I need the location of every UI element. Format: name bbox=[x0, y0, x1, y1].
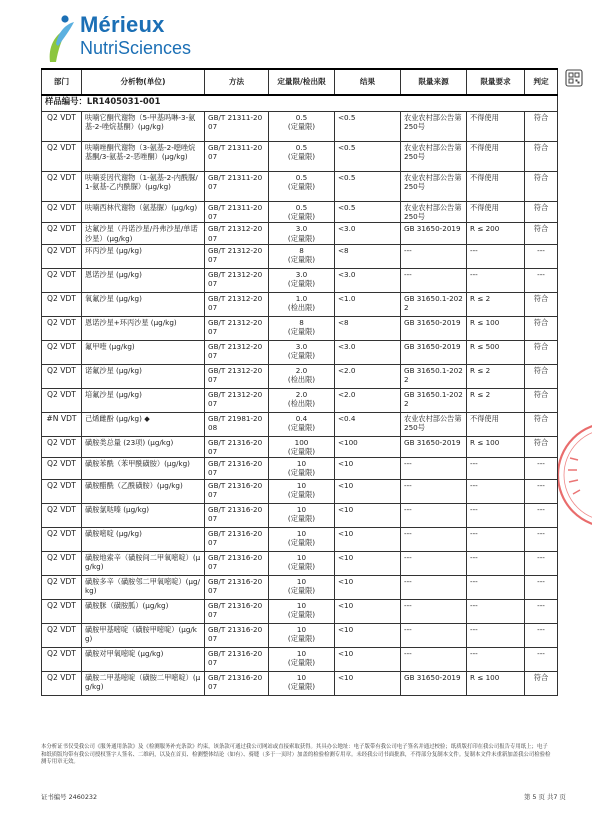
lod-type: (定量限) bbox=[287, 327, 316, 337]
lod-cell bbox=[269, 412, 335, 436]
limit-source-cell: 农业农村部公告第250号 bbox=[401, 172, 467, 202]
lod-value: 1.0 bbox=[295, 293, 308, 303]
lod-cell bbox=[269, 503, 335, 527]
limit-requirement-cell: R ≤ 200 bbox=[467, 223, 525, 244]
analyte-cell: 磺胺地索辛（磺胺间二甲氧嘧啶）(μg/kg) bbox=[82, 551, 205, 575]
lod-value: 10 bbox=[296, 672, 307, 682]
dept-cell: Q2 VDT bbox=[42, 244, 82, 268]
limit-source-cell: 农业农村部公告第250号 bbox=[401, 112, 467, 142]
verdict-cell: --- bbox=[525, 599, 558, 623]
lod-value: 3.0 bbox=[295, 224, 308, 234]
dept-cell: Q2 VDT bbox=[42, 575, 82, 599]
limit-requirement-cell: 不得使用 bbox=[467, 142, 525, 172]
method-cell: GB/T 21312-2007 bbox=[205, 292, 269, 316]
limit-requirement-cell: 不得使用 bbox=[467, 412, 525, 436]
result-cell: <10 bbox=[335, 458, 401, 479]
limit-source-cell: 农业农村部公告第250号 bbox=[401, 142, 467, 172]
table-row bbox=[42, 388, 558, 412]
limit-requirement-cell: R ≤ 100 bbox=[467, 671, 525, 695]
table-row bbox=[42, 292, 558, 316]
result-cell: <10 bbox=[335, 671, 401, 695]
dept-cell: Q2 VDT bbox=[42, 292, 82, 316]
verdict-cell: 符合 bbox=[525, 388, 558, 412]
method-cell: GB/T 21316-2007 bbox=[205, 503, 269, 527]
limit-source-cell: --- bbox=[401, 503, 467, 527]
col-header-result: 结果 bbox=[335, 69, 401, 95]
lod-cell bbox=[269, 479, 335, 503]
method-cell: GB/T 21311-2007 bbox=[205, 112, 269, 142]
lod-type: (检出限) bbox=[287, 375, 316, 385]
table-row bbox=[42, 647, 558, 671]
lod-type: (定量限) bbox=[287, 609, 316, 619]
result-cell: <3.0 bbox=[335, 223, 401, 244]
limit-source-cell: GB 31650-2019 bbox=[401, 223, 467, 244]
verdict-cell: --- bbox=[525, 479, 558, 503]
dept-cell: Q2 VDT bbox=[42, 268, 82, 292]
limit-source-cell: --- bbox=[401, 647, 467, 671]
table-header-row bbox=[42, 69, 558, 95]
table-row bbox=[42, 527, 558, 551]
lod-type: (定量限) bbox=[287, 489, 316, 499]
table-row bbox=[42, 671, 558, 695]
method-cell: GB/T 21316-2007 bbox=[205, 479, 269, 503]
limit-requirement-cell: R ≤ 100 bbox=[467, 316, 525, 340]
result-cell: <1.0 bbox=[335, 292, 401, 316]
verdict-cell: 符合 bbox=[525, 202, 558, 223]
limit-requirement-cell: --- bbox=[467, 551, 525, 575]
method-cell: GB/T 21312-2007 bbox=[205, 388, 269, 412]
limit-requirement-cell: R ≤ 2 bbox=[467, 292, 525, 316]
limit-source-cell: GB 31650.1-2022 bbox=[401, 292, 467, 316]
dept-cell: Q2 VDT bbox=[42, 671, 82, 695]
sample-id-row bbox=[42, 95, 558, 112]
verdict-cell: 符合 bbox=[525, 223, 558, 244]
lod-value: 10 bbox=[296, 600, 307, 610]
verdict-cell: --- bbox=[525, 244, 558, 268]
lod-cell bbox=[269, 244, 335, 268]
dept-cell: Q2 VDT bbox=[42, 623, 82, 647]
dept-cell: Q2 VDT bbox=[42, 112, 82, 142]
table-row bbox=[42, 575, 558, 599]
result-cell: <2.0 bbox=[335, 364, 401, 388]
lod-type: (定量限) bbox=[287, 351, 316, 361]
table-row bbox=[42, 244, 558, 268]
lod-cell bbox=[269, 436, 335, 457]
method-cell: GB/T 21312-2007 bbox=[205, 340, 269, 364]
brand-leaf-icon bbox=[46, 14, 76, 64]
method-cell: GB/T 21316-2007 bbox=[205, 458, 269, 479]
lod-cell bbox=[269, 458, 335, 479]
limit-requirement-cell: --- bbox=[467, 599, 525, 623]
limit-source-cell: GB 31650-2019 bbox=[401, 436, 467, 457]
lod-cell bbox=[269, 172, 335, 202]
col-header-lod: 定量限/检出限 bbox=[269, 69, 335, 95]
lod-cell bbox=[269, 340, 335, 364]
dept-cell: Q2 VDT bbox=[42, 364, 82, 388]
table-row bbox=[42, 364, 558, 388]
lod-cell bbox=[269, 388, 335, 412]
lod-type: (定量限) bbox=[287, 279, 316, 289]
analyte-cell: 磺胺氯哒嗪 (μg/kg) bbox=[82, 503, 205, 527]
result-cell: <0.5 bbox=[335, 202, 401, 223]
result-cell: <8 bbox=[335, 316, 401, 340]
analyte-cell: 己烯雌酚 (μg/kg) ◆ bbox=[82, 412, 205, 436]
limit-requirement-cell: 不得使用 bbox=[467, 112, 525, 142]
result-cell: <100 bbox=[335, 436, 401, 457]
col-header-limit-requirement: 限量要求 bbox=[467, 69, 525, 95]
limit-source-cell: GB 31650.1-2022 bbox=[401, 388, 467, 412]
lod-value: 10 bbox=[296, 480, 307, 490]
lod-value: 10 bbox=[296, 648, 307, 658]
results-table bbox=[41, 68, 558, 696]
method-cell: GB/T 21312-2007 bbox=[205, 268, 269, 292]
lod-type: (定量限) bbox=[287, 633, 316, 643]
dept-cell: Q2 VDT bbox=[42, 223, 82, 244]
table-row bbox=[42, 223, 558, 244]
result-cell: <8 bbox=[335, 244, 401, 268]
verdict-cell: 符合 bbox=[525, 436, 558, 457]
verdict-cell: 符合 bbox=[525, 364, 558, 388]
analyte-cell: 磺胺对甲氧嘧啶 (μg/kg) bbox=[82, 647, 205, 671]
verdict-cell: 符合 bbox=[525, 112, 558, 142]
limit-source-cell: --- bbox=[401, 527, 467, 551]
col-header-limit-source: 限量来源 bbox=[401, 69, 467, 95]
lod-value: 8 bbox=[299, 317, 304, 327]
verdict-cell: --- bbox=[525, 503, 558, 527]
limit-requirement-cell: R ≤ 100 bbox=[467, 436, 525, 457]
col-header-method: 方法 bbox=[205, 69, 269, 95]
analyte-cell: 磺胺二甲基嘧啶（磺胺二甲嘧啶）(μg/kg) bbox=[82, 671, 205, 695]
analyte-cell: 磺胺甲基嘧啶（磺胺甲嘧啶）(μg/kg) bbox=[82, 623, 205, 647]
limit-source-cell: GB 31650.1-2022 bbox=[401, 364, 467, 388]
method-cell: GB/T 21316-2007 bbox=[205, 599, 269, 623]
table-row bbox=[42, 172, 558, 202]
lod-value: 0.5 bbox=[295, 203, 308, 212]
verdict-cell: --- bbox=[525, 623, 558, 647]
lod-type: (检出限) bbox=[287, 399, 316, 409]
analyte-cell: 磺胺脒（磺胺胍）(μg/kg) bbox=[82, 599, 205, 623]
verdict-cell: --- bbox=[525, 527, 558, 551]
brand-name: Mérieux bbox=[80, 12, 165, 37]
limit-source-cell: 农业农村部公告第250号 bbox=[401, 202, 467, 223]
analyte-cell: 磺胺类总量 (23项) (μg/kg) bbox=[82, 436, 205, 457]
lod-type: (检出限) bbox=[287, 303, 316, 313]
limit-requirement-cell: --- bbox=[467, 575, 525, 599]
analyte-cell: 磺胺醋酰（乙酰磺胺）(μg/kg) bbox=[82, 479, 205, 503]
dept-cell: Q2 VDT bbox=[42, 202, 82, 223]
limit-requirement-cell: R ≤ 2 bbox=[467, 364, 525, 388]
dept-cell: #N VDT bbox=[42, 412, 82, 436]
col-header-analyte: 分析物(单位) bbox=[82, 69, 205, 95]
lod-value: 10 bbox=[296, 576, 307, 586]
analyte-cell: 氧氟沙星 (μg/kg) bbox=[82, 292, 205, 316]
verdict-cell: 符合 bbox=[525, 412, 558, 436]
result-cell: <2.0 bbox=[335, 388, 401, 412]
table-row bbox=[42, 436, 558, 457]
lod-type: (定量限) bbox=[287, 447, 316, 457]
limit-source-cell: --- bbox=[401, 479, 467, 503]
lod-value: 100 bbox=[294, 437, 309, 447]
dept-cell: Q2 VDT bbox=[42, 388, 82, 412]
lod-type: (定量限) bbox=[287, 585, 316, 595]
dept-cell: Q2 VDT bbox=[42, 527, 82, 551]
analyte-cell: 呋喃西林代谢物（氨基脲）(μg/kg) bbox=[82, 202, 205, 223]
dept-cell: Q2 VDT bbox=[42, 458, 82, 479]
lod-cell bbox=[269, 671, 335, 695]
limit-requirement-cell: --- bbox=[467, 268, 525, 292]
lod-value: 0.5 bbox=[295, 143, 308, 152]
limit-source-cell: GB 31650-2019 bbox=[401, 316, 467, 340]
verdict-cell: 符合 bbox=[525, 316, 558, 340]
brand-logo bbox=[46, 10, 216, 66]
limit-source-cell: GB 31650-2019 bbox=[401, 340, 467, 364]
lod-cell bbox=[269, 647, 335, 671]
table-row bbox=[42, 458, 558, 479]
table-row bbox=[42, 202, 558, 223]
result-cell: <0.5 bbox=[335, 112, 401, 142]
result-cell: <10 bbox=[335, 551, 401, 575]
analyte-cell: 诺氟沙星 (μg/kg) bbox=[82, 364, 205, 388]
analyte-cell: 恩诺沙星 (μg/kg) bbox=[82, 268, 205, 292]
lod-type: (定量限) bbox=[287, 657, 316, 667]
lod-type: (定量限) bbox=[287, 212, 316, 222]
result-cell: <10 bbox=[335, 527, 401, 551]
lod-value: 10 bbox=[296, 504, 307, 514]
limit-source-cell: GB 31650-2019 bbox=[401, 671, 467, 695]
method-cell: GB/T 21311-2007 bbox=[205, 172, 269, 202]
result-cell: <3.0 bbox=[335, 268, 401, 292]
dept-cell: Q2 VDT bbox=[42, 142, 82, 172]
limit-source-cell: --- bbox=[401, 551, 467, 575]
sample-id: 样品编号：LR1405031-001 bbox=[42, 95, 558, 112]
lod-cell bbox=[269, 527, 335, 551]
limit-requirement-cell: --- bbox=[467, 458, 525, 479]
lod-type: (定量限) bbox=[287, 513, 316, 523]
table-row bbox=[42, 551, 558, 575]
dept-cell: Q2 VDT bbox=[42, 172, 82, 202]
qr-scan-icon[interactable] bbox=[565, 69, 583, 87]
lod-cell bbox=[269, 551, 335, 575]
limit-source-cell: --- bbox=[401, 458, 467, 479]
limit-requirement-cell: --- bbox=[467, 503, 525, 527]
method-cell: GB/T 21312-2007 bbox=[205, 223, 269, 244]
lod-cell bbox=[269, 223, 335, 244]
method-cell: GB/T 21312-2007 bbox=[205, 316, 269, 340]
lod-cell bbox=[269, 575, 335, 599]
result-cell: <10 bbox=[335, 599, 401, 623]
lod-cell bbox=[269, 142, 335, 172]
lod-type: (定量限) bbox=[287, 255, 316, 265]
dept-cell: Q2 VDT bbox=[42, 479, 82, 503]
result-cell: <10 bbox=[335, 647, 401, 671]
terms-footnote: 本分析证书仅受我公司《服务通用条款》及《检测服务补充条款》约束，该条款可通过我公司网站或直接索取获得。其具办公地址：电子版带有我公司电子签名并通过校验；纸质版打印在我公司报告专用纸上；电子和纸质版均带有我公司授权签字人签名、二维码，以及在首页、检测整体结论（如有）、骑缝（多于一页时）加盖的检验检测专用章。未经我公司书面批准，不得部分复制本文件。复制本文件未重新加盖我公司检验检测专用章无效。 bbox=[41, 744, 551, 766]
table-row bbox=[42, 112, 558, 142]
lod-value: 2.0 bbox=[295, 365, 308, 375]
analyte-cell: 氟甲喹 (μg/kg) bbox=[82, 340, 205, 364]
result-cell: <10 bbox=[335, 503, 401, 527]
lod-value: 10 bbox=[296, 459, 307, 469]
analyte-cell: 磺胺嘧啶 (μg/kg) bbox=[82, 527, 205, 551]
analyte-cell: 恩诺沙星+环丙沙星 (μg/kg) bbox=[82, 316, 205, 340]
lod-value: 10 bbox=[296, 552, 307, 562]
method-cell: GB/T 21312-2007 bbox=[205, 244, 269, 268]
lod-value: 3.0 bbox=[295, 341, 308, 351]
limit-source-cell: --- bbox=[401, 599, 467, 623]
limit-requirement-cell: 不得使用 bbox=[467, 202, 525, 223]
method-cell: GB/T 21316-2007 bbox=[205, 647, 269, 671]
table-row bbox=[42, 503, 558, 527]
lod-cell bbox=[269, 268, 335, 292]
limit-source-cell: 农业农村部公告第250号 bbox=[401, 412, 467, 436]
limit-requirement-cell: R ≤ 2 bbox=[467, 388, 525, 412]
table-row bbox=[42, 623, 558, 647]
verdict-cell: 符合 bbox=[525, 142, 558, 172]
analyte-cell: 呋喃它酮代谢物（5-甲基吗啉-3-氨基-2-唑烷基酮）(μg/kg) bbox=[82, 112, 205, 142]
lod-value: 0.4 bbox=[295, 413, 308, 423]
limit-requirement-cell: --- bbox=[467, 527, 525, 551]
result-cell: <3.0 bbox=[335, 340, 401, 364]
lod-value: 3.0 bbox=[295, 269, 308, 279]
verdict-cell: 符合 bbox=[525, 340, 558, 364]
lod-cell bbox=[269, 202, 335, 223]
limit-requirement-cell: --- bbox=[467, 479, 525, 503]
verdict-cell: --- bbox=[525, 575, 558, 599]
analyte-cell: 呋喃唑酮代谢物（3-氨基-2-噁唑烷基酮/3-氨基-2-恶唑酮）(μg/kg) bbox=[82, 142, 205, 172]
lod-value: 8 bbox=[299, 245, 304, 255]
limit-requirement-cell: 不得使用 bbox=[467, 172, 525, 202]
lod-type: (定量限) bbox=[287, 423, 316, 433]
lod-cell bbox=[269, 599, 335, 623]
lod-cell bbox=[269, 623, 335, 647]
method-cell: GB/T 21316-2007 bbox=[205, 551, 269, 575]
lod-type: (定量限) bbox=[287, 182, 316, 192]
result-cell: <10 bbox=[335, 575, 401, 599]
lod-type: (定量限) bbox=[287, 122, 316, 132]
method-cell: GB/T 21311-2007 bbox=[205, 142, 269, 172]
limit-source-cell: --- bbox=[401, 623, 467, 647]
lod-type: (定量限) bbox=[287, 561, 316, 571]
lod-type: (定量限) bbox=[287, 152, 316, 162]
verdict-cell: 符合 bbox=[525, 671, 558, 695]
lod-value: 2.0 bbox=[295, 389, 308, 399]
verdict-cell: --- bbox=[525, 647, 558, 671]
verdict-cell: 符合 bbox=[525, 292, 558, 316]
lod-value: 10 bbox=[296, 624, 307, 634]
verdict-cell: --- bbox=[525, 551, 558, 575]
col-header-dept: 部门 bbox=[42, 69, 82, 95]
method-cell: GB/T 21316-2007 bbox=[205, 671, 269, 695]
col-header-verdict: 判定 bbox=[525, 69, 558, 95]
lod-cell bbox=[269, 292, 335, 316]
method-cell: GB/T 21312-2007 bbox=[205, 364, 269, 388]
table-row bbox=[42, 412, 558, 436]
analyte-cell: 磺胺苯酰（苯甲酰磺胺）(μg/kg) bbox=[82, 458, 205, 479]
lod-cell bbox=[269, 112, 335, 142]
dept-cell: Q2 VDT bbox=[42, 503, 82, 527]
analyte-cell: 达氟沙星（丹诺沙星/丹弗沙星/单诺沙星）(μg/kg) bbox=[82, 223, 205, 244]
table-row bbox=[42, 479, 558, 503]
result-cell: <10 bbox=[335, 479, 401, 503]
dept-cell: Q2 VDT bbox=[42, 551, 82, 575]
method-cell: GB/T 21316-2007 bbox=[205, 436, 269, 457]
lod-value: 10 bbox=[296, 528, 307, 538]
verdict-cell: 符合 bbox=[525, 172, 558, 202]
method-cell: GB/T 21981-2008 bbox=[205, 412, 269, 436]
dept-cell: Q2 VDT bbox=[42, 436, 82, 457]
table-row bbox=[42, 316, 558, 340]
result-cell: <0.4 bbox=[335, 412, 401, 436]
analyte-cell: 呋喃妥因代谢物（1-氨基-2-内酰脲/1-氨基-乙内酰脲）(μg/kg) bbox=[82, 172, 205, 202]
certificate-number: 证书编号 2460232 bbox=[41, 793, 98, 801]
result-cell: <0.5 bbox=[335, 172, 401, 202]
limit-source-cell: --- bbox=[401, 575, 467, 599]
table-row bbox=[42, 599, 558, 623]
dept-cell: Q2 VDT bbox=[42, 316, 82, 340]
brand-subname: NutriSciences bbox=[80, 38, 192, 58]
limit-requirement-cell: R ≤ 500 bbox=[467, 340, 525, 364]
method-cell: GB/T 21316-2007 bbox=[205, 527, 269, 551]
analyte-cell: 磺胺多辛（磺胺邻二甲氧嘧啶）(μg/kg) bbox=[82, 575, 205, 599]
lod-type: (定量限) bbox=[287, 233, 316, 243]
page-number: 第 5 页 共7 页 bbox=[524, 793, 566, 801]
table-row bbox=[42, 340, 558, 364]
verdict-cell: --- bbox=[525, 458, 558, 479]
method-cell: GB/T 21316-2007 bbox=[205, 623, 269, 647]
lod-cell bbox=[269, 316, 335, 340]
lod-type: (定量限) bbox=[287, 681, 316, 691]
method-cell: GB/T 21316-2007 bbox=[205, 575, 269, 599]
limit-requirement-cell: --- bbox=[467, 244, 525, 268]
limit-requirement-cell: --- bbox=[467, 623, 525, 647]
analyte-cell: 环丙沙星 (μg/kg) bbox=[82, 244, 205, 268]
lod-type: (定量限) bbox=[287, 537, 316, 547]
limit-source-cell: --- bbox=[401, 268, 467, 292]
dept-cell: Q2 VDT bbox=[42, 599, 82, 623]
lod-value: 0.5 bbox=[295, 173, 308, 182]
lod-value: 0.5 bbox=[295, 113, 308, 122]
verdict-cell: --- bbox=[525, 268, 558, 292]
method-cell: GB/T 21311-2007 bbox=[205, 202, 269, 223]
table-row bbox=[42, 268, 558, 292]
limit-requirement-cell: --- bbox=[467, 647, 525, 671]
lod-type: (定量限) bbox=[287, 468, 316, 478]
dept-cell: Q2 VDT bbox=[42, 647, 82, 671]
analyte-cell: 培氟沙星 (μg/kg) bbox=[82, 388, 205, 412]
result-cell: <0.5 bbox=[335, 142, 401, 172]
lod-cell bbox=[269, 364, 335, 388]
dept-cell: Q2 VDT bbox=[42, 340, 82, 364]
limit-source-cell: --- bbox=[401, 244, 467, 268]
table-row bbox=[42, 142, 558, 172]
result-cell: <10 bbox=[335, 623, 401, 647]
